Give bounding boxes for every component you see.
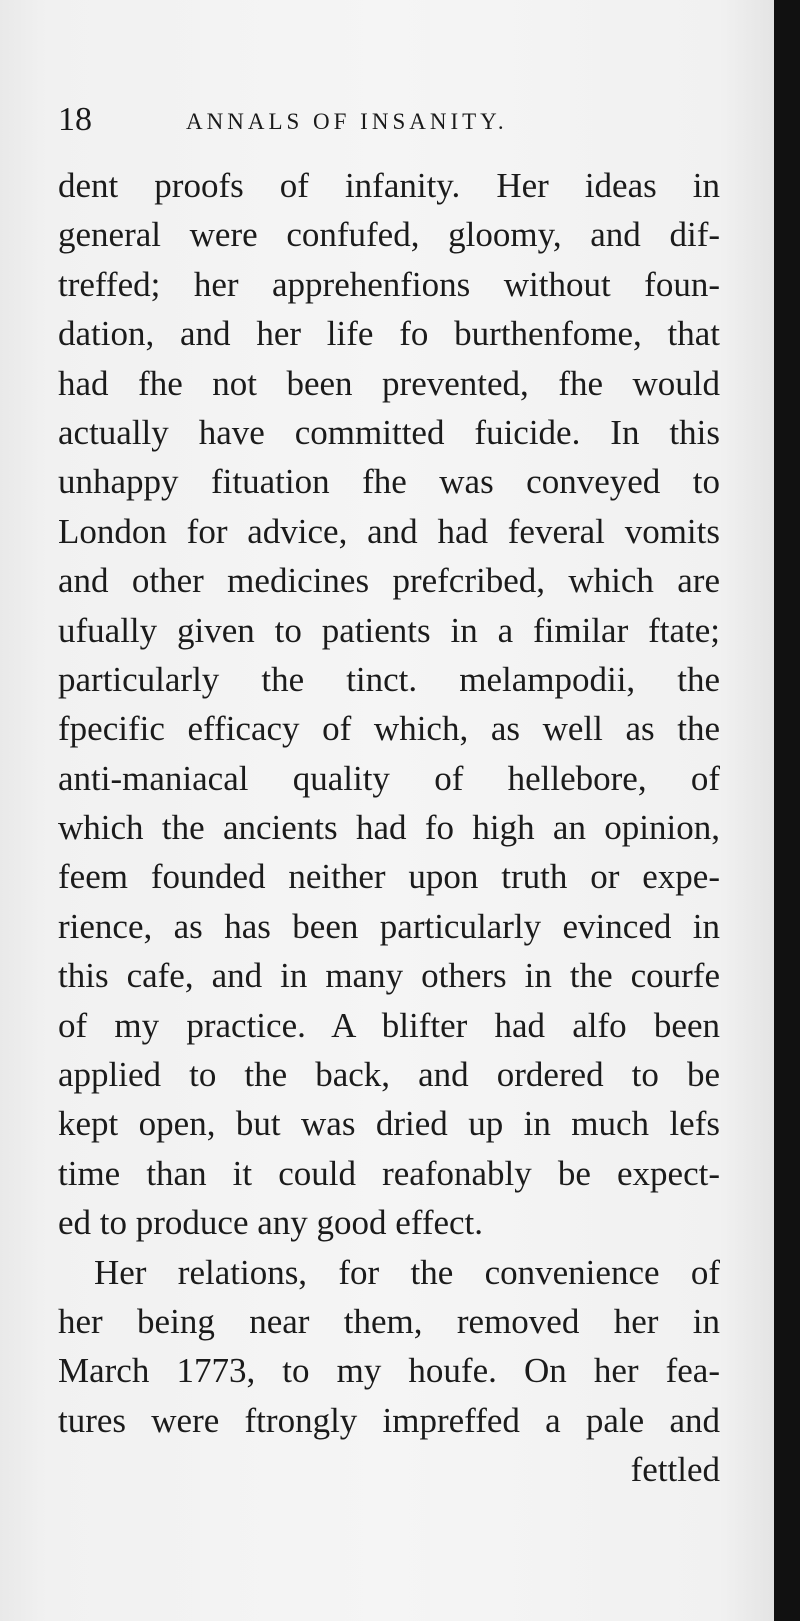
body-text	[58, 161, 720, 1495]
page-edge	[774, 0, 800, 1621]
text-line: tures were ftrongly impreffed a pale and	[58, 1400, 720, 1440]
text-line: particularly the tinct. melampodii, the	[58, 659, 720, 699]
text-line: which the ancients had fo high an opinion,	[58, 808, 720, 848]
text-line: Her relations, for the convenience of	[94, 1252, 720, 1292]
text-line: fpecific efficacy of which, as well as the	[58, 709, 720, 749]
text-line: dent proofs of infanity. Her ideas in	[58, 166, 720, 205]
text-line: dation, and her life fo burthenfome, that	[58, 314, 720, 354]
text-line: unhappy fituation fhe was conveyed to	[58, 462, 720, 502]
text-line: March 1773, to my houfe. On her fea-	[58, 1351, 720, 1391]
text-line: actually have committed fuicide. In this	[58, 412, 720, 452]
text-line: rience, as has been particularly evinced in	[58, 906, 720, 946]
text-line: of my practice. A blifter had alfo been	[58, 1005, 720, 1045]
text-line: applied to the back, and ordered to be	[58, 1055, 720, 1095]
running-title: ANNALS OF INSANITY.	[186, 109, 508, 134]
text-line: ed to produce any good effect.	[58, 1203, 484, 1243]
text-line: anti-maniacal quality of hellebore, of	[58, 758, 720, 798]
text-line: and other medicines prefcribed, which are	[58, 561, 720, 601]
text-line: London for advice, and had feveral vomits	[58, 511, 720, 551]
text-line: treffed; her apprehenfions without foun-	[58, 264, 720, 304]
page-header	[58, 98, 738, 142]
text-line: her being near them, removed her in	[58, 1301, 720, 1341]
text-line: had fhe not been prevented, fhe would	[58, 363, 720, 403]
text-line: feem founded neither upon truth or expe-	[58, 857, 720, 897]
catchword: fettled	[630, 1450, 720, 1490]
text-line: time than it could reafonably be expect-	[58, 1153, 720, 1193]
text-line: this cafe, and in many others in the courfe	[58, 956, 720, 996]
text-line: general were confufed, gloomy, and dif-	[58, 215, 720, 255]
page-number: 18	[58, 101, 92, 138]
text-line: ufually given to patients in a fimilar ftate;	[58, 610, 720, 650]
text-line: kept open, but was dried up in much lefs	[58, 1104, 720, 1144]
